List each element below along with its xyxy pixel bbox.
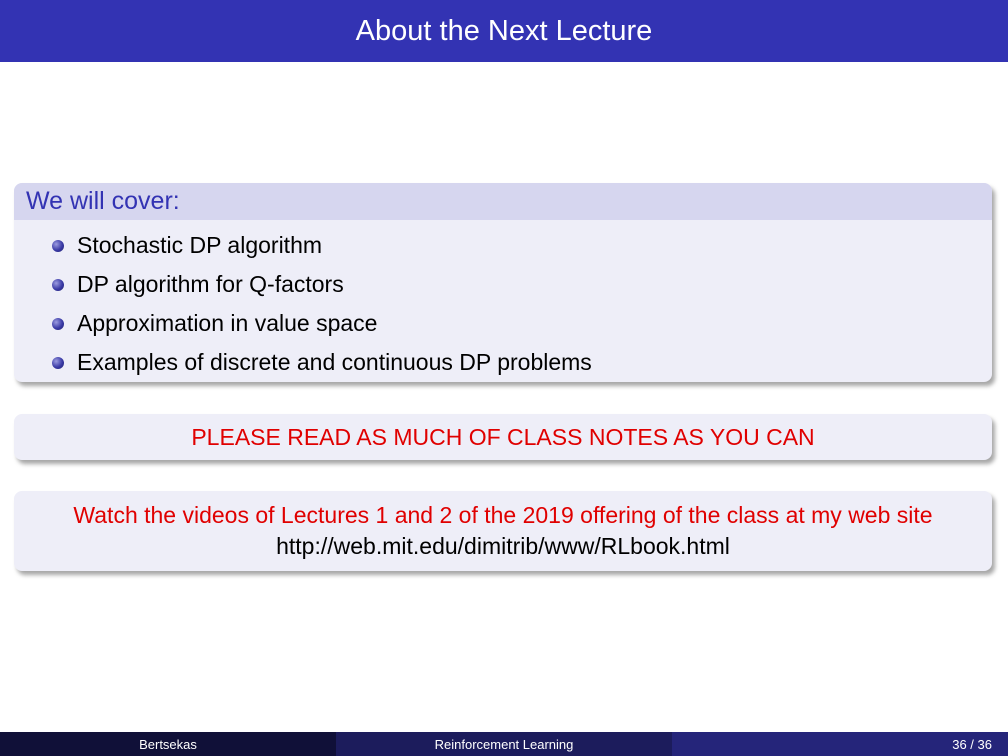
footer-page-number [672,732,1008,756]
list-item-text: Approximation in value space [77,310,378,336]
cover-block-title: We will cover: [26,187,180,215]
website-url-link[interactable]: http://web.mit.edu/dimitrib/www/RLbook.html [276,533,730,559]
read-notes-text: PLEASE READ AS MUCH OF CLASS NOTES AS YOU CAN [191,423,815,450]
list-item-text: Stochastic DP algorithm [77,232,323,258]
list-item [52,304,992,343]
footer-author [0,732,336,756]
bullet-icon [52,357,64,369]
list-item-text: DP algorithm for Q-factors [77,271,344,297]
slide-title-bar [0,0,1008,62]
footer-course-text: Reinforcement Learning [434,736,574,752]
slide-footer [0,732,1008,756]
list-item [52,343,992,382]
watch-videos-block [14,491,992,571]
footer-author-text: Bertsekas [139,736,197,752]
topic-list [14,220,992,382]
cover-block [14,183,992,382]
read-notes-block [14,414,992,460]
cover-block-header [14,183,992,220]
list-item [52,265,992,304]
footer-course [336,732,672,756]
list-item [52,226,992,265]
bullet-icon [52,240,64,252]
watch-videos-text: Watch the videos of Lectures 1 and 2 of the 2019 offering of the class at my web site [73,502,933,528]
bullet-icon [52,318,64,330]
slide-title: About the Next Lecture [355,14,653,47]
bullet-icon [52,279,64,291]
list-item-text: Examples of discrete and continuous DP problems [77,349,592,375]
footer-page-text: 36 / 36 [952,736,992,752]
